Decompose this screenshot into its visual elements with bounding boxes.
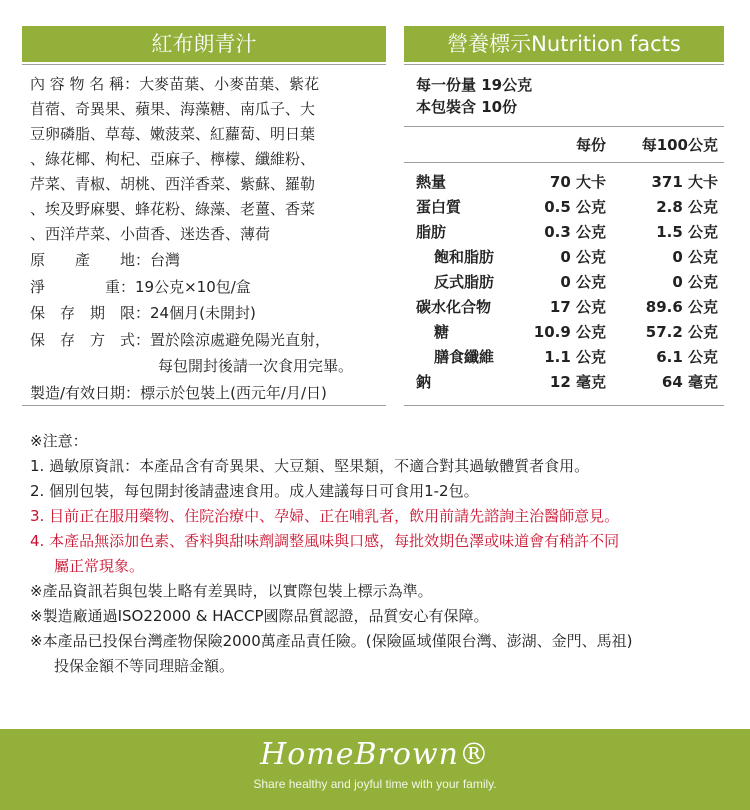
note-item-warning: 屬正常現象。 <box>54 557 145 575</box>
per-serving-value: 12 毫克 <box>549 373 606 391</box>
product-spec-block <box>30 247 382 406</box>
nutrition-row <box>416 244 718 269</box>
dates-row <box>30 380 382 407</box>
nutrition-columns <box>416 132 718 157</box>
nutrition-row <box>416 269 718 294</box>
product-info-header: 紅布朗青汁 <box>22 26 386 62</box>
servings-per-pack: 本包裝含 10份 <box>416 98 518 116</box>
note-item-warning: 4. 本產品無添加色素、香料與甜味劑調整風味與口感，每批效期色澤或味道會有稍許不同 <box>30 532 620 550</box>
per-serving-value: 17 公克 <box>549 298 606 316</box>
nutrition-table <box>416 169 718 394</box>
note-item: 2. 個別包裝，每包開封後請盡速食用。成人建議每日可食用1-2包。 <box>30 482 479 500</box>
ingredients-line: 、綠花椰、枸杞、亞麻子、檸檬、纖維粉、 <box>30 150 316 168</box>
per-serving-value: 10.9 公克 <box>533 323 606 341</box>
net-weight-value: 19公克×10包/盒 <box>135 277 251 296</box>
notes <box>30 429 720 679</box>
nutrient-name: 反式脂肪 <box>434 273 495 291</box>
note-item: 1. 過敏原資訊：本產品含有奇異果、大豆類、堅果類，不適合對其過敏體質者食用。 <box>30 457 590 475</box>
divider <box>404 64 724 65</box>
per-100g-value: 371 大卡 <box>651 173 718 191</box>
storage-label: 保 存 方 式： <box>30 330 151 349</box>
divider <box>404 126 724 127</box>
note-item: ※本產品已投保台灣產物保險2000萬產品責任險。(保險區域僅限台灣、澎湖、金門、馬祖) <box>30 632 633 650</box>
brand-footer <box>0 729 750 810</box>
nutrition-facts <box>416 74 718 118</box>
per-serving-value: 0.3 公克 <box>544 223 606 241</box>
note-item-warning: 3. 目前正在服用藥物、住院治療中、孕婦、正在哺乳者，飲用前請先諮詢主治醫師意見。 <box>30 507 620 525</box>
ingredients-block <box>30 72 382 247</box>
nutrition-row <box>416 344 718 369</box>
ingredients-line: 、西洋芹菜、小茴香、迷迭香、薄荷 <box>30 225 271 243</box>
nutrient-name: 脂肪 <box>416 223 447 241</box>
per-100g-value: 1.5 公克 <box>656 223 718 241</box>
ingredients-line: 、埃及野麻嬰、蜂花粉、綠藻、老薑、香菜 <box>30 200 316 218</box>
per-serving-value: 70 大卡 <box>549 173 606 191</box>
nutrition-row <box>416 194 718 219</box>
notes-title: ※注意： <box>30 432 88 450</box>
ingredients-line: 芹菜、青椒、胡桃、西洋香菜、紫蘇、羅勒 <box>30 175 316 193</box>
note-item: ※產品資訊若與包裝上略有差異時，以實際包裝上標示為準。 <box>30 582 433 600</box>
per-100g-value: 0 公克 <box>672 248 718 266</box>
dates-label: 製造/有效日期： <box>30 383 141 402</box>
col-per-serving: 每份 <box>575 136 606 154</box>
nutrition-row <box>416 169 718 194</box>
dates-value: 標示於包裝上(西元年/月/日) <box>140 383 327 402</box>
nutrient-name: 熱量 <box>416 173 447 191</box>
nutrient-name: 膳食纖維 <box>434 348 495 366</box>
per-100g-value: 64 毫克 <box>661 373 718 391</box>
storage-value: 置於陰涼處避免陽光直射， <box>150 330 331 349</box>
origin-row <box>30 247 382 274</box>
nutrition-facts-header: 營養標示Nutrition facts <box>404 26 724 62</box>
col-per-100g: 每100公克 <box>641 136 718 154</box>
nutrient-name: 蛋白質 <box>416 198 462 216</box>
storage-value-cont: 每包開封後請一次食用完畢。 <box>158 357 354 375</box>
divider <box>22 64 386 65</box>
origin-label: 原 產 地： <box>30 251 151 269</box>
serving-size: 每一份量 19公克 <box>416 76 533 94</box>
shelf-life-row <box>30 300 382 327</box>
nutrient-name: 碳水化合物 <box>416 298 492 316</box>
divider <box>404 162 724 163</box>
product-info <box>30 72 382 406</box>
per-100g-value: 0 公克 <box>672 273 718 291</box>
per-serving-value: 0.5 公克 <box>544 198 606 216</box>
per-100g-value: 89.6 公克 <box>645 298 718 316</box>
ingredients-line: 豆卵磷脂、草莓、嫩菠菜、紅蘿蔔、明日葉 <box>30 125 316 143</box>
per-serving-value: 0 公克 <box>560 248 606 266</box>
nutrition-column-header <box>416 132 718 157</box>
nutrient-name: 飽和脂肪 <box>434 248 495 266</box>
per-100g-value: 57.2 公克 <box>645 323 718 341</box>
nutrition-row <box>416 294 718 319</box>
ingredients-label: 內 容 物 名 稱： <box>30 75 140 93</box>
brand-logo: HomeBrown® <box>260 737 490 772</box>
ingredients-line: 大麥苗葉、小麥苗葉、紫花 <box>139 75 320 93</box>
net-weight-row <box>30 274 382 301</box>
note-item: ※製造廠通過ISO22000 & HACCP國際品質認證，品質安心有保障。 <box>30 607 489 625</box>
nutrition-row <box>416 319 718 344</box>
brand-tagline: Share healthy and joyful time with your family. <box>253 777 497 791</box>
nutrient-name: 糖 <box>434 323 450 341</box>
per-serving-value: 0 公克 <box>560 273 606 291</box>
storage-row <box>30 327 382 354</box>
per-serving-value: 1.1 公克 <box>544 348 606 366</box>
nutrient-name: 鈉 <box>416 373 432 391</box>
ingredients-line: 苜蓿、奇異果、蘋果、海藻糖、南瓜子、大 <box>30 100 316 118</box>
divider <box>404 405 724 406</box>
nutrition-row <box>416 369 718 394</box>
shelf-life-value: 24個月(未開封) <box>150 304 256 322</box>
origin-value: 台灣 <box>150 251 181 269</box>
shelf-life-label: 保 存 期 限： <box>30 304 151 322</box>
net-weight-label: 淨 重： <box>30 277 136 296</box>
note-item: 投保金額不等同理賠金額。 <box>54 657 235 675</box>
per-100g-value: 6.1 公克 <box>656 348 718 366</box>
nutrition-row <box>416 219 718 244</box>
per-100g-value: 2.8 公克 <box>656 198 718 216</box>
